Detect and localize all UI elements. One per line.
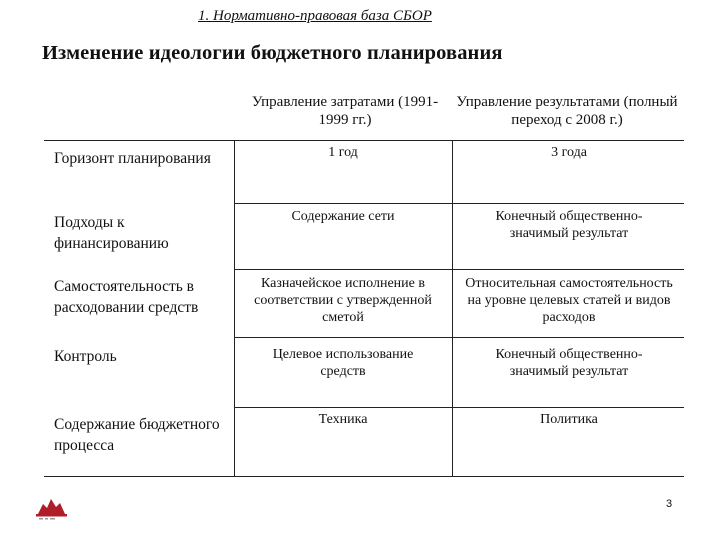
table-rule: [234, 337, 684, 338]
table-divider: [452, 140, 453, 476]
cell-result-control: Конечный общественно-значимый результат: [495, 347, 643, 379]
row-label-planning-horizon: Горизонт планирования: [54, 150, 211, 167]
university-logo: [30, 492, 74, 524]
cell-result-budget-process-content: Политика: [540, 412, 598, 427]
row-label-control: Контроль: [54, 348, 117, 365]
column-header-cost-management: Управление затратами (1991-1999 гг.): [251, 94, 439, 128]
cell-cost-budget-process-content: Техника: [318, 412, 368, 427]
table-rule-bottom: [44, 476, 684, 477]
table-rule: [234, 269, 684, 270]
cell-cost-financing-approach: Содержание сети: [291, 209, 395, 224]
section-header: 1. Нормативно-правовая база СБОР: [198, 8, 432, 24]
slide-title: Изменение идеологии бюджетного планирования: [42, 42, 503, 64]
table-rule-top: [44, 140, 684, 141]
column-header-result-management: Управление результатами (полный переход с 2008 г.): [456, 94, 678, 128]
cell-result-financing-approach: Конечный общественно-значимый результат: [495, 209, 643, 241]
comparison-table: [44, 84, 684, 478]
table-rule: [234, 407, 684, 408]
cell-cost-control: Целевое использование средств: [272, 347, 414, 379]
page-number: 3: [666, 498, 673, 510]
table-rule: [234, 203, 684, 204]
cell-result-spending-autonomy: Относительная самостоятельность на уровне целевых статей и видов расходов: [465, 276, 673, 325]
cell-cost-planning-horizon: 1 год: [328, 145, 358, 160]
row-label-budget-process-content: Содержание бюджетного процесса: [54, 416, 220, 454]
row-label-financing-approach: Подходы к финансированию: [54, 214, 169, 252]
cell-cost-spending-autonomy: Казначейское исполнение в соответствии с утвержденной сметой: [254, 276, 432, 325]
row-label-spending-autonomy: Самостоятельность в расходовании средств: [54, 278, 199, 316]
cell-result-planning-horizon: 3 года: [551, 145, 587, 160]
